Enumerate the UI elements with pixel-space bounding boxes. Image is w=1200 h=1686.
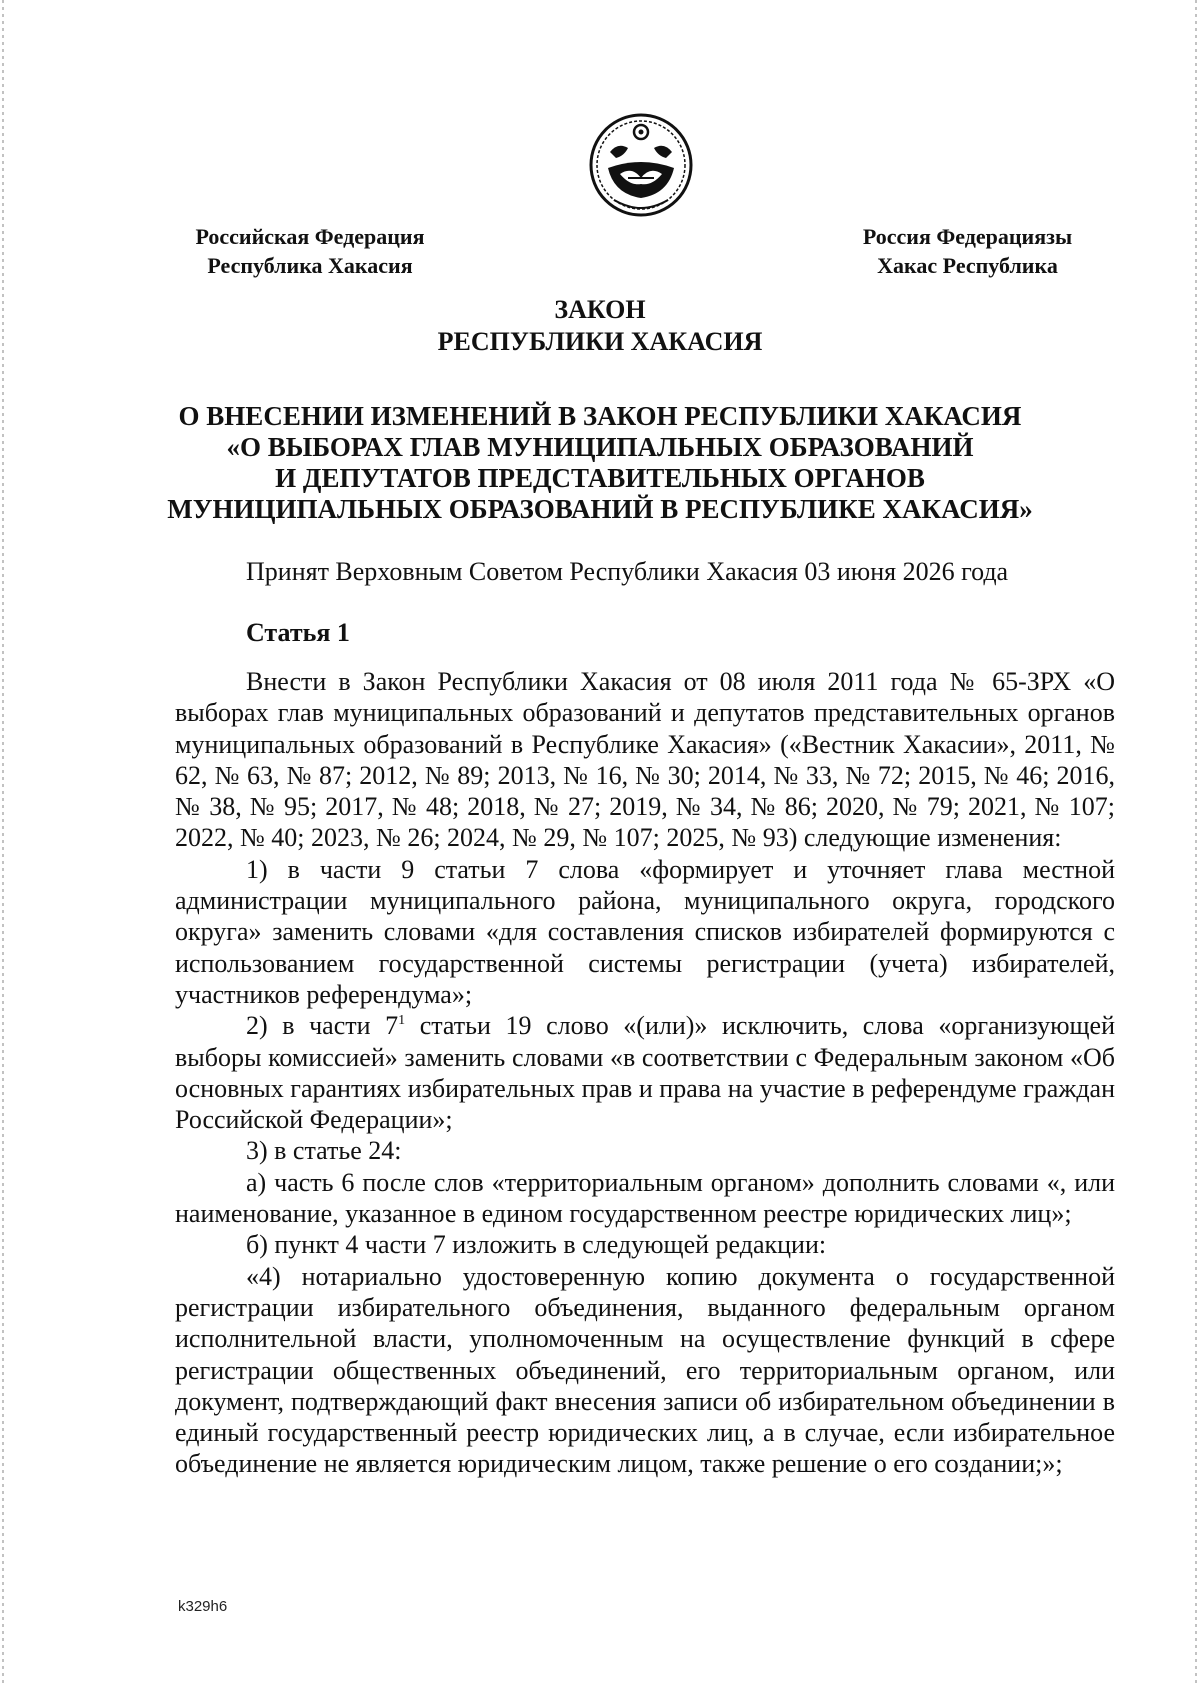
header-right-line2: Хакас Республика xyxy=(877,253,1058,278)
paragraph-item-3b-text: «4) нотариально удостоверенную копию документа о государственной регистрации избирательного объединения, выданного федеральным органом исполнительной власти, уполномоченным на осуществление функций в сфере регистрации общественных объединений, его территориальным органом, или документ, подтверждающий факт внесения записи об избирательном объединении в единый государственный реестр юридических лиц, а в случае, если избирательное объединение не является юридическим лицом, также решение о его создании;»; xyxy=(175,1261,1115,1479)
subject-line1: О ВНЕСЕНИИ ИЗМЕНЕНИЙ В ЗАКОН РЕСПУБЛИКИ ХАКАСИЯ xyxy=(178,401,1022,431)
item-2-start: 2) в части 7 xyxy=(246,1011,399,1041)
header-right-block xyxy=(840,222,1095,280)
paragraph-intro: Внести в Закон Республики Хакасия от 08 июля 2011 года № 65-ЗРХ «О выборах глав муниципальных образований и депутатов представительных органов муниципальных образований в Республике Хакасия» («Вестник Хакасии», 2011, № 62, № 63, № 87; 2012, № 89; 2013, № 16, № 30; 2014, № 33, № 72; 2015, № 46; 2016, № 38, № 95; 2017, № 48; 2018, № 27; 2019, № 34, № 86; 2020, № 79; 2021, № 107; 2022, № 40; 2023, № 26; 2024, № 29, № 107; 2025, № 93) следующие изменения: xyxy=(175,667,1115,853)
subject-line4: МУНИЦИПАЛЬНЫХ ОБРАЗОВАНИЙ В РЕСПУБЛИКЕ ХАКАСИЯ» xyxy=(167,494,1033,524)
paragraph-item-2 xyxy=(175,1010,1115,1135)
coat-of-arms-emblem-icon xyxy=(588,112,694,218)
item-2-superscript: 1 xyxy=(398,1013,406,1029)
subject-line3: И ДЕПУТАТОВ ПРЕДСТАВИТЕЛЬНЫХ ОРГАНОВ xyxy=(275,463,925,493)
document-code: k329h6 xyxy=(178,1598,228,1615)
scan-edge-right xyxy=(1195,0,1197,1686)
article-body xyxy=(175,666,1115,1480)
header-left-block xyxy=(180,222,440,280)
paragraph-item-3a: а) часть 6 после слов «территориальным органом» дополнить словами «, или наименование, указанное в едином государственном реестре юридических лиц»; xyxy=(175,1167,1115,1229)
law-subject-title xyxy=(0,401,1200,525)
subject-line2: «О ВЫБОРАХ ГЛАВ МУНИЦИПАЛЬНЫХ ОБРАЗОВАНИЙ xyxy=(226,432,974,462)
paragraph-item-3b: б) пункт 4 части 7 изложить в следующей редакции: xyxy=(246,1230,827,1260)
item-2-rest: статьи 19 слово «(или)» исключить, слова «организующей выборы комиссией» заменить словами «в соответствии с Федеральным законом «Об основных гарантиях избирательных прав и права на участие в референдуме граждан Российской Федерации»; xyxy=(175,1011,1115,1135)
scan-edge-left xyxy=(2,0,4,1686)
header-right-line1: Россия Федерациязы xyxy=(862,224,1073,249)
header-left-line2: Республика Хакасия xyxy=(207,253,413,278)
adoption-statement: Принят Верховным Советом Республики Хакасия 03 июня 2026 года xyxy=(246,557,1009,586)
law-title-line1: ЗАКОН xyxy=(554,295,646,324)
law-title-line2: РЕСПУБЛИКИ ХАКАСИЯ xyxy=(437,327,763,356)
article-heading: Статья 1 xyxy=(246,618,350,647)
paragraph-item-1: 1) в части 9 статьи 7 слова «формирует и уточняет глава местной администрации муниципального района, муниципального округа, городского округа» заменить словами «для составления списков избирателей формируются с использованием государственной системы регистрации (учета) избирателей, участников референдума»; xyxy=(175,854,1115,1009)
header-left-line1: Российская Федерация xyxy=(195,224,425,249)
paragraph-item-3: 3) в статье 24: xyxy=(246,1136,402,1166)
law-title xyxy=(0,294,1200,358)
